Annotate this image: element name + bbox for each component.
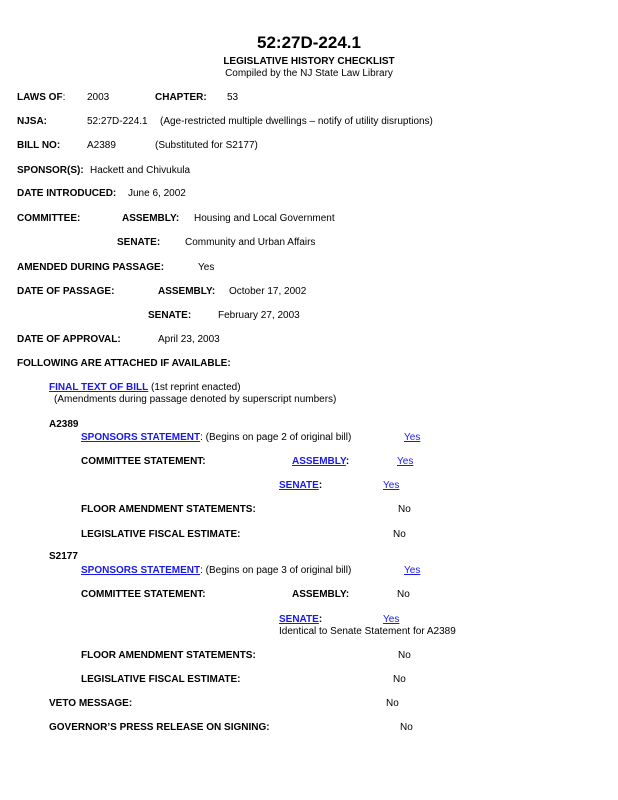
chapter-value: 53 [227, 92, 239, 103]
s2177-senate-yes-link[interactable]: Yes [383, 614, 400, 625]
a2389-senate-yes-link[interactable]: Yes [383, 480, 400, 491]
s2177-assembly-value: No [397, 589, 410, 600]
document-subtitle: LEGISLATIVE HISTORY CHECKLIST [223, 56, 395, 67]
amended-label: AMENDED DURING PASSAGE: [17, 262, 165, 273]
bill-no-label: BILL NO: [17, 140, 61, 151]
a2389-floor-amendment-label: FLOOR AMENDMENT STATEMENTS: [81, 504, 256, 515]
s2177-sponsors-statement-link[interactable]: SPONSORS STATEMENT [81, 565, 201, 576]
a2389-committee-label: COMMITTEE STATEMENT: [81, 456, 206, 467]
laws-of-year: 2003 [87, 92, 110, 103]
laws-of-label: LAWS OF: [17, 92, 66, 103]
s2177-fiscal-estimate-label: LEGISLATIVE FISCAL ESTIMATE: [81, 674, 241, 685]
final-text-line [49, 382, 241, 394]
s2177-fiscal-estimate-value: No [393, 674, 406, 685]
final-text-of-bill-link[interactable]: FINAL TEXT OF BILL [49, 382, 149, 393]
a2389-assembly-line: ASSEMBLY: [292, 456, 350, 467]
date-of-approval-label: DATE OF APPROVAL: [17, 334, 121, 345]
sponsors-label: SPONSOR(S): [17, 165, 84, 176]
committee-senate-label: SENATE: [117, 237, 161, 248]
a2389-fiscal-estimate-value: No [393, 529, 406, 540]
s2177-senate-line: SENATE: [279, 614, 323, 625]
a2389-senate-line: SENATE: [279, 480, 323, 491]
amended-value: Yes [198, 262, 215, 273]
veto-message-value: No [386, 698, 399, 709]
s2177-sponsors-note: : (Begins on page 3 of original bill) [200, 565, 352, 576]
njsa-label: NJSA: [17, 116, 48, 127]
a2389-sponsors-statement-link[interactable]: SPONSORS STATEMENT [81, 432, 201, 443]
a2389-senate-link[interactable]: SENATE [279, 480, 319, 491]
compiled-by-line: Compiled by the NJ State Law Library [225, 68, 393, 79]
date-introduced-label: DATE INTRODUCED: [17, 188, 117, 199]
s2177-senate-link[interactable]: SENATE [279, 614, 319, 625]
veto-message-label: VETO MESSAGE: [49, 698, 133, 709]
s2177-committee-label: COMMITTEE STATEMENT: [81, 589, 206, 600]
page-title: 52:27D-224.1 [257, 33, 361, 52]
a2389-floor-amendment-value: No [398, 504, 411, 515]
s2177-sponsors-yes-link[interactable]: Yes [404, 565, 421, 576]
passage-senate-label: SENATE: [148, 310, 192, 321]
chapter-label: CHAPTER: [155, 92, 207, 103]
s2177-assembly-label: ASSEMBLY: [292, 589, 350, 600]
s2177-sponsors-line [81, 565, 351, 577]
a2389-assembly-link[interactable]: ASSEMBLY [292, 456, 346, 467]
passage-assembly-label: ASSEMBLY: [158, 286, 216, 297]
bill-no-note: (Substituted for S2177) [155, 140, 258, 151]
committee-senate-value: Community and Urban Affairs [185, 237, 316, 248]
governor-press-release-value: No [400, 722, 413, 733]
a2389-sponsors-yes-link[interactable]: Yes [404, 432, 421, 443]
s2177-section-label: S2177 [49, 551, 78, 562]
governor-press-release-label: GOVERNOR’S PRESS RELEASE ON SIGNING: [49, 722, 270, 733]
date-of-approval-value: April 23, 2003 [158, 334, 220, 345]
njsa-section: 52:27D-224.1 [87, 116, 148, 127]
a2389-sponsors-note: : (Begins on page 2 of original bill) [200, 432, 352, 443]
a2389-fiscal-estimate-label: LEGISLATIVE FISCAL ESTIMATE: [81, 529, 241, 540]
njsa-description: (Age-restricted multiple dwellings – notify of utility disruptions) [160, 116, 433, 127]
amendments-note: (Amendments during passage denoted by superscript numbers) [54, 394, 337, 405]
s2177-senate-note: Identical to Senate Statement for A2389 [279, 626, 456, 637]
passage-assembly-value: October 17, 2002 [229, 286, 307, 297]
committee-assembly-value: Housing and Local Government [194, 213, 335, 224]
date-introduced-value: June 6, 2002 [128, 188, 186, 199]
date-of-passage-label: DATE OF PASSAGE: [17, 286, 115, 297]
following-attached-heading: FOLLOWING ARE ATTACHED IF AVAILABLE: [17, 358, 231, 369]
a2389-assembly-yes-link[interactable]: Yes [397, 456, 414, 467]
committee-label: COMMITTEE: [17, 213, 81, 224]
final-text-note: (1st reprint enacted) [148, 382, 241, 393]
a2389-section-label: A2389 [49, 419, 79, 430]
bill-no-value: A2389 [87, 140, 116, 151]
passage-senate-value: February 27, 2003 [218, 310, 300, 321]
sponsors-value: Hackett and Chivukula [90, 165, 191, 176]
committee-assembly-label: ASSEMBLY: [122, 213, 180, 224]
a2389-sponsors-line [81, 432, 351, 444]
s2177-floor-amendment-label: FLOOR AMENDMENT STATEMENTS: [81, 650, 256, 661]
s2177-floor-amendment-value: No [398, 650, 411, 661]
